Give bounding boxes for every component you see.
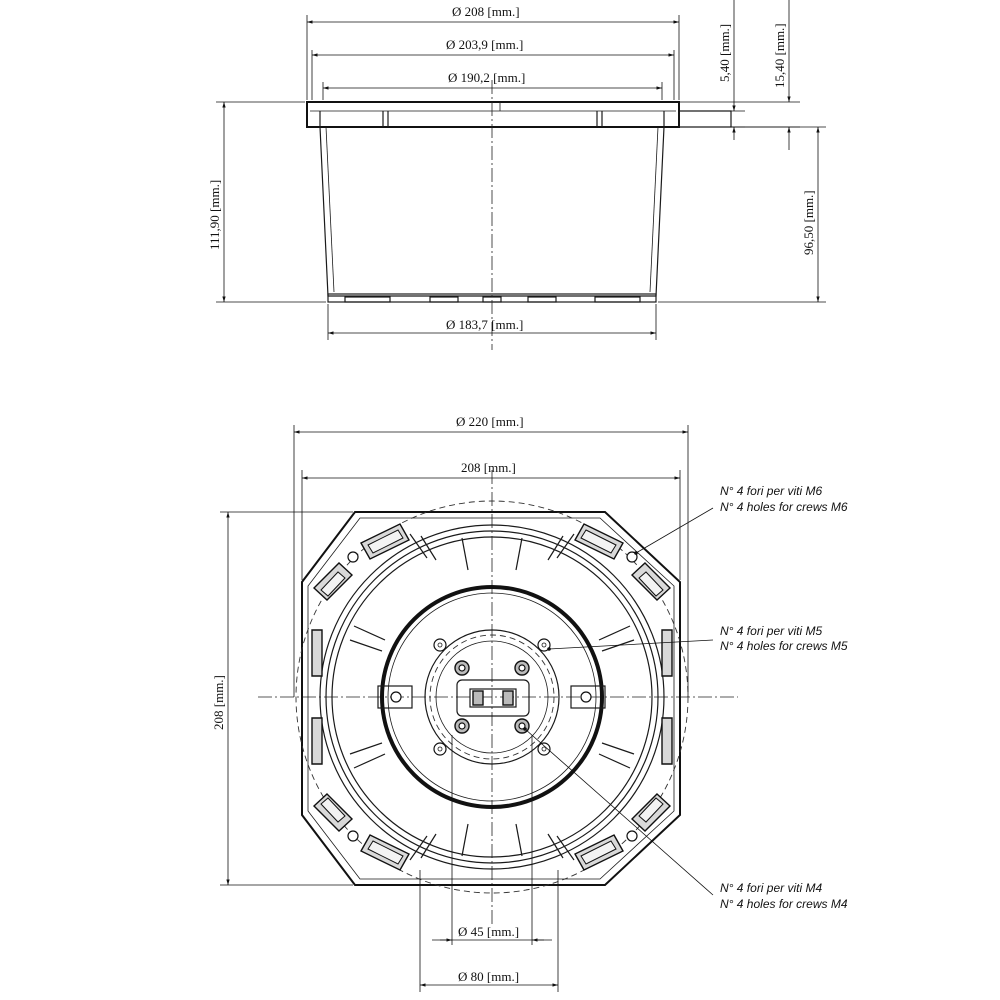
dim-dia-45: Ø 45 [mm.]	[458, 924, 520, 939]
note-m5-en: N° 4 holes for crews M5	[720, 639, 848, 653]
leader-m6	[636, 508, 713, 553]
terminal-right	[503, 691, 513, 705]
dim-height-15-40: 15,40 [mm.]	[772, 23, 787, 88]
dim-height-208: 208 [mm.]	[211, 675, 226, 730]
note-m5-it: N° 4 fori per viti M5	[720, 624, 823, 638]
note-m6-it: N° 4 fori per viti M6	[720, 484, 823, 498]
leader-m4	[525, 729, 713, 895]
dim-dia-183-7: Ø 183,7 [mm.]	[446, 317, 524, 332]
dim-width-208: 208 [mm.]	[461, 460, 516, 475]
dim-dia-190-2: Ø 190,2 [mm.]	[448, 70, 526, 85]
terminal-left	[473, 691, 483, 705]
dim-dia-208: Ø 208 [mm.]	[452, 4, 520, 19]
note-m6-en: N° 4 holes for crews M6	[720, 500, 848, 514]
front-view	[211, 414, 848, 992]
dim-dia-80: Ø 80 [mm.]	[458, 969, 520, 984]
note-m4-it: N° 4 fori per viti M4	[720, 881, 823, 895]
dim-height-111-90: 111,90 [mm.]	[207, 179, 222, 250]
dim-height-5-40: 5,40 [mm.]	[717, 23, 732, 82]
dim-dia-203-9: Ø 203,9 [mm.]	[446, 37, 524, 52]
terminal-block	[457, 680, 529, 716]
dim-height-96-50: 96,50 [mm.]	[801, 190, 816, 255]
side-view	[207, 0, 826, 350]
flange	[307, 102, 679, 127]
outer-frame	[302, 512, 680, 885]
dim-dia-220: Ø 220 [mm.]	[456, 414, 524, 429]
note-m4-en: N° 4 holes for crews M4	[720, 897, 848, 911]
